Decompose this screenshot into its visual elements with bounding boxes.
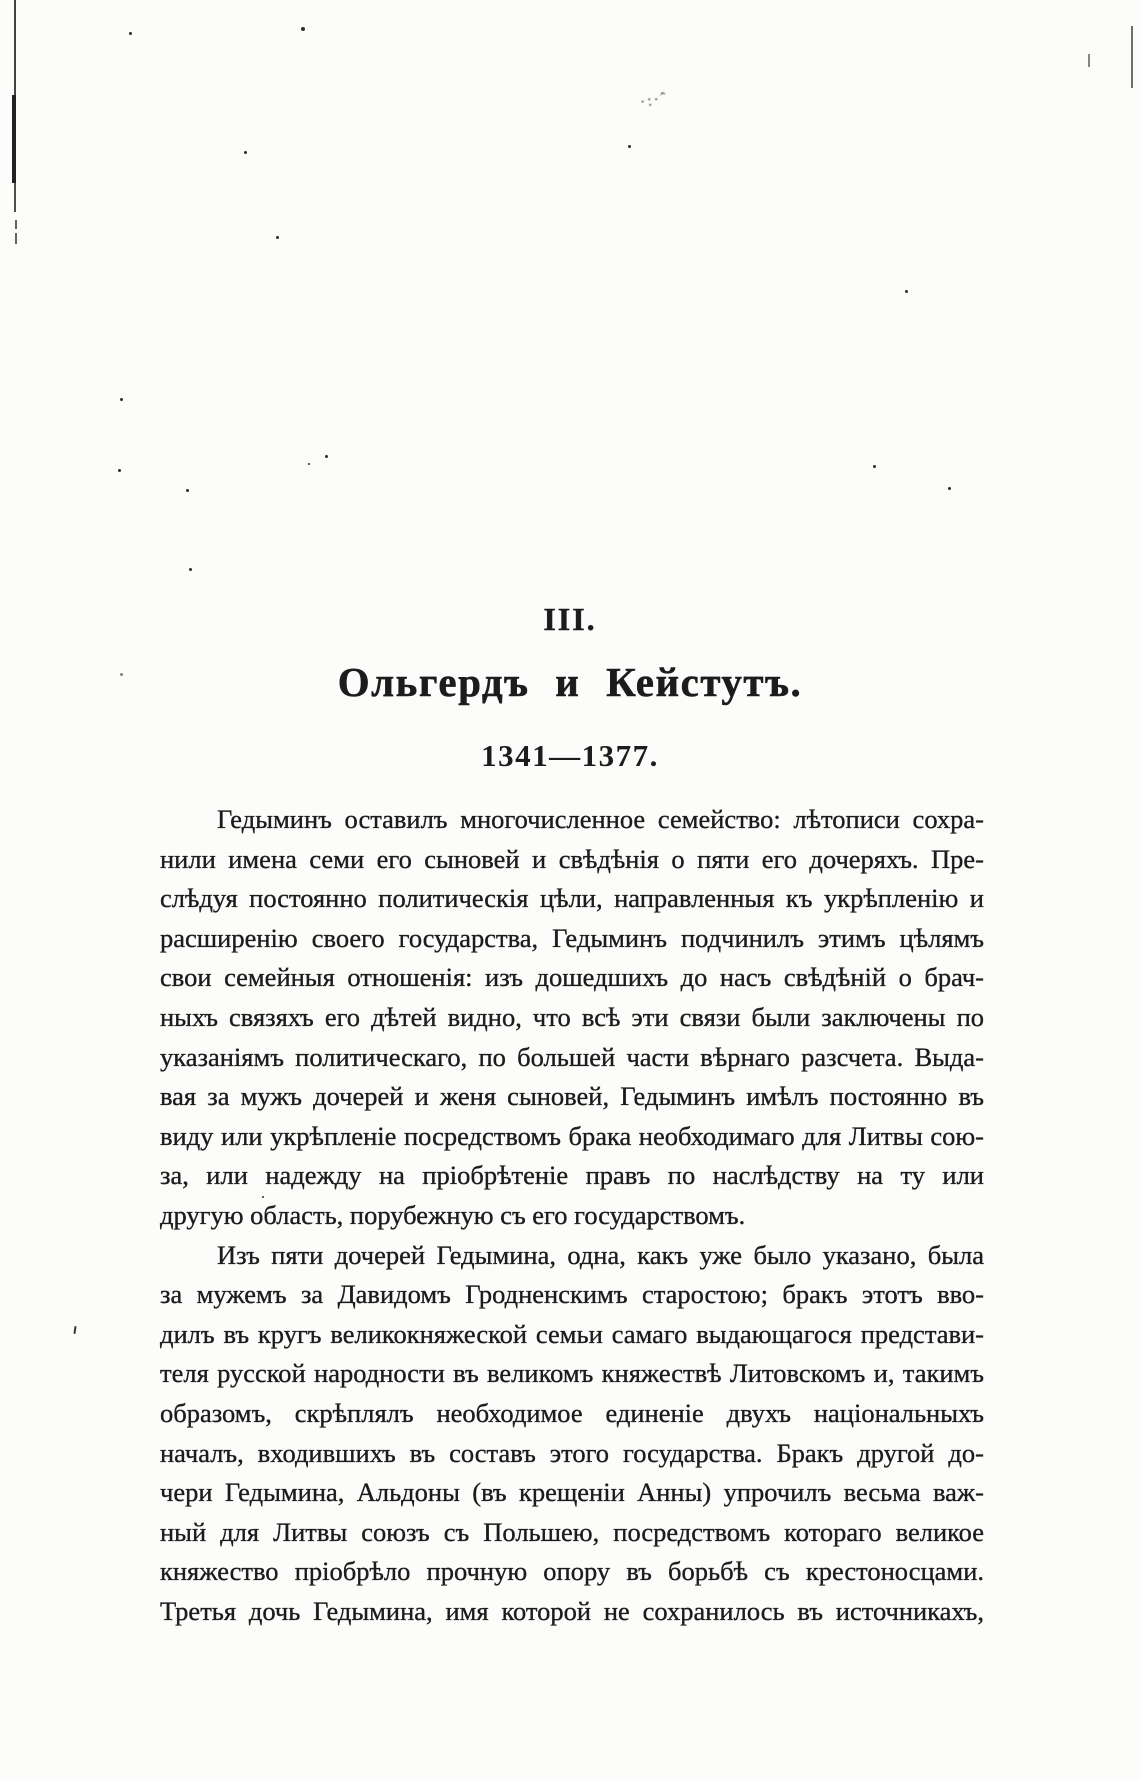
- text-line: княжество пріобрѣло прочную опору въ борьбѣ съ крестоносцами.: [160, 1556, 984, 1587]
- ink-speck: [120, 398, 123, 401]
- text-line: Третья дочь Гедымина, имя которой не сохранилось въ источникахъ,: [160, 1595, 984, 1626]
- text-line: нили имена семи его сыновей и свѣдѣнія о пяти его дочеряхъ. Пре-: [160, 843, 984, 874]
- ink-speck: [276, 236, 279, 239]
- page-number-smudge: ·:·ˆ: [638, 89, 670, 112]
- ink-speck: [325, 455, 328, 458]
- chapter-title: Ольгердъ и Кейстутъ.: [337, 659, 803, 705]
- chapter-number: III.: [543, 601, 597, 637]
- text-line: ныхъ связяхъ его дѣтей видно, что всѣ эти связи были заключены по: [160, 1001, 984, 1032]
- ink-speck: [118, 469, 121, 472]
- ink-speck: [129, 32, 132, 35]
- text-line: Изъ пяти дочерей Гедымина, одна, какъ уже было указано, была: [217, 1239, 984, 1270]
- text-line: дилъ въ кругъ великокняжеской семьи самаго выдающагося представи-: [160, 1318, 984, 1349]
- text-line: виду или укрѣпленіе посредствомъ брака необходимаго для Литвы сою-: [160, 1120, 984, 1151]
- text-line: чери Гедымина, Альдоны (въ крещеніи Анны) упрочилъ весьма важ-: [160, 1477, 984, 1508]
- text-line: ный для Литвы союзъ съ Польшею, посредствомъ котораго великое: [160, 1516, 984, 1547]
- text-line: началъ, входившихъ въ составъ этого государства. Бракъ другой до-: [160, 1437, 984, 1468]
- text-line: указаніямъ политическаго, по большей части вѣрнаго разсчета. Выда-: [160, 1041, 984, 1072]
- text-line: другую область, порубежную съ его государствомъ.: [160, 1199, 746, 1230]
- ink-speck: [948, 487, 951, 490]
- ink-speck: [186, 489, 189, 492]
- binding-mark: [15, 220, 17, 229]
- text-line: образомъ, скрѣплялъ необходимое единеніе двухъ національныхъ: [160, 1397, 984, 1428]
- binding-mark: [14, 182, 16, 212]
- body-text: [160, 800, 984, 1631]
- ink-speck: [628, 145, 631, 148]
- ink-speck: [873, 465, 876, 468]
- ink-speck: [308, 463, 310, 465]
- ink-speck: [189, 568, 192, 571]
- text-line: за, или надежду на пріобрѣтеніе правъ по наслѣдству на ту или: [160, 1160, 984, 1191]
- chapter-date-range: 1341—1377.: [481, 738, 659, 773]
- text-line: слѣдуя постоянно политическія цѣли, направленныя къ укрѣпленію и: [160, 883, 984, 914]
- text-line: вая за мужъ дочерей и женя сыновей, Гедыминъ имѣлъ постоянно въ: [160, 1081, 984, 1112]
- ink-speck: [905, 290, 908, 293]
- binding-mark: [1088, 54, 1090, 67]
- text-line: за мужемъ за Давидомъ Гродненскимъ старостою; бракъ этотъ вво-: [160, 1279, 984, 1310]
- binding-mark: [12, 95, 16, 183]
- ink-speck: [244, 151, 247, 154]
- text-line: свои семейныя отношенія: изъ дошедшихъ до насъ свѣдѣній о брач-: [160, 962, 984, 993]
- binding-mark: [1131, 26, 1133, 88]
- text-line: Гедыминъ оставилъ многочисленное семейство: лѣтописи сохра-: [217, 804, 984, 834]
- binding-mark: [15, 233, 17, 244]
- ink-speck: [73, 1326, 76, 1334]
- text-line: расширенію своего государства, Гедыминъ подчинилъ этимъ цѣлямъ: [160, 922, 984, 953]
- text-line: теля русской народности въ великомъ княжествѣ Литовскомъ и, такимъ: [160, 1358, 984, 1389]
- ink-speck: [301, 27, 305, 31]
